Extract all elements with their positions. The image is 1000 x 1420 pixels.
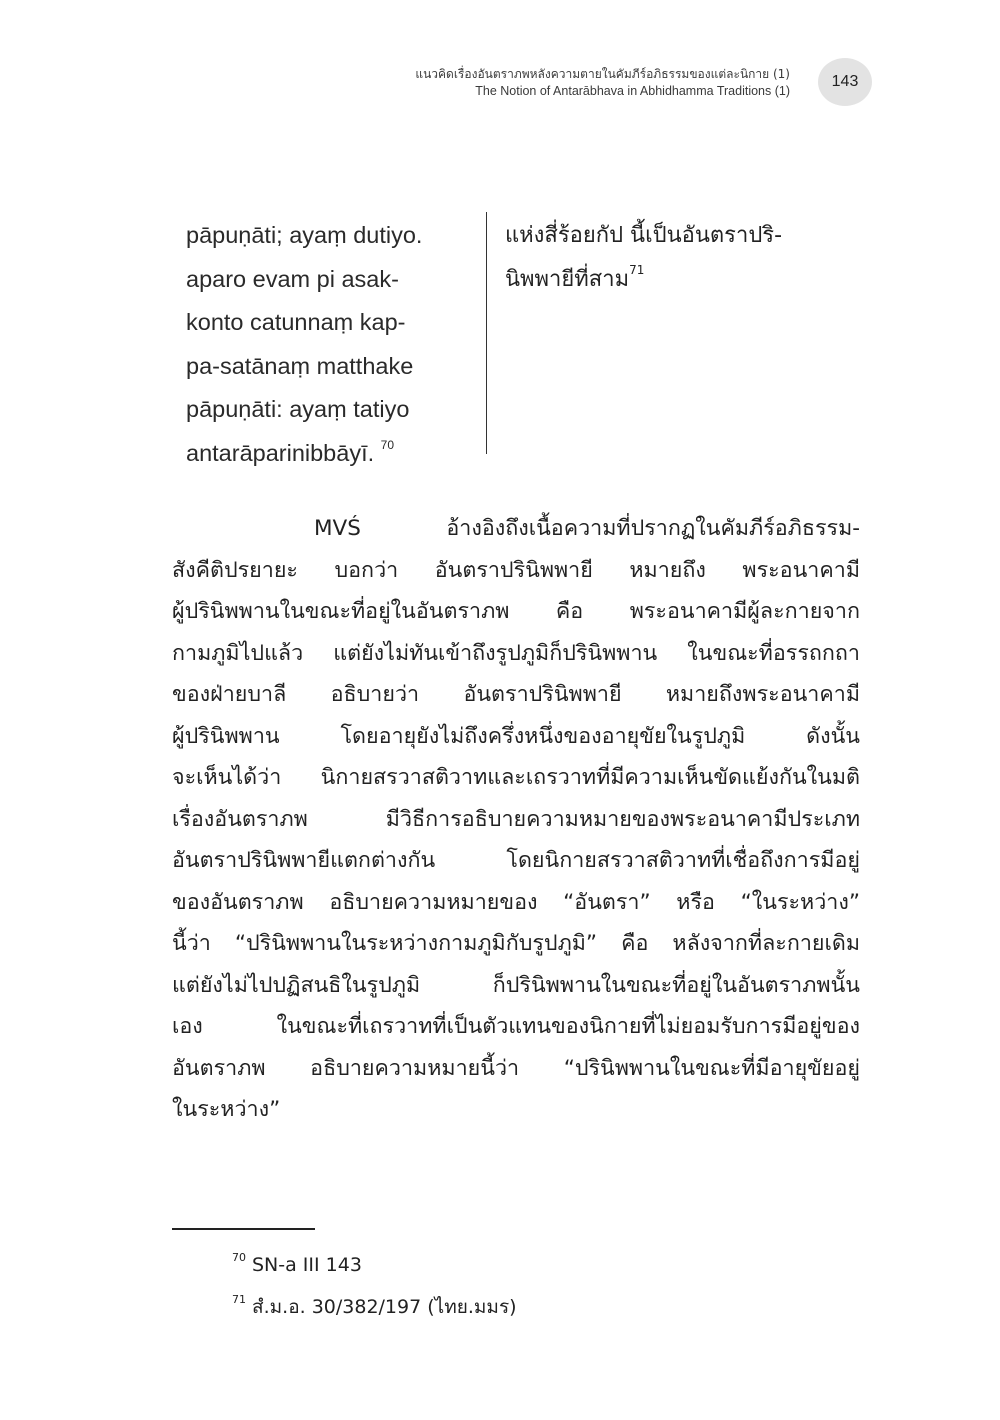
body-line: นี้ว่า “ปรินิพพานในระหว่างกามภูมิกับรูปภูมิ” คือ หลังจากที่ละกายเดิม (172, 931, 860, 956)
body-line: แต่ยังไม่ไปปฏิสนธิในรูปภูมิ ก็ปรินิพพานในขณะที่อยู่ในอันตราภพนั้น (172, 972, 860, 998)
footnote-ref-70[interactable]: 70 (380, 437, 395, 452)
footnote-text: สํ.ม.อ. 30/382/197 (ไทย.มมร) (252, 1296, 517, 1318)
footnote-ref-71[interactable]: 71 (629, 262, 645, 277)
pali-line: pa-satānaṃ matthake (186, 352, 414, 379)
page-number-badge: 143 (818, 58, 872, 106)
footnote-71 (232, 1286, 517, 1328)
pali-line-text: antarāparinibbāyī. (186, 439, 375, 466)
body-line: ของอันตราภพ อธิบายความหมายของ “อันตรา” หรือ “ในระหว่าง” (172, 889, 860, 915)
thai-translation-column (505, 214, 855, 301)
running-header (415, 66, 790, 100)
footnotes (232, 1244, 517, 1328)
footnote-text: SN-a III 143 (252, 1254, 362, 1276)
body-line: สังคีติปรยายะ บอกว่า อันตราปรินิพพายี หมายถึง พระอนาคามี (172, 557, 860, 583)
column-divider (486, 212, 487, 454)
footnote-number: 71 (232, 1293, 246, 1306)
thai-translation-line-last (505, 258, 855, 302)
body-line: ของฝ่ายบาลี อธิบายว่า อันตราปรินิพพายี หมายถึงพระอนาคามี (172, 682, 860, 707)
body-line: ผู้ปรินิพพาน โดยอายุยังไม่ถึงครึ่งหนึ่งของอายุขัยในรูปภูมิ ดังนั้น (172, 723, 860, 749)
body-line-last: ในระหว่าง” (172, 1097, 281, 1122)
pali-line: pāpuṇāti: ayaṃ tatiyo (186, 396, 410, 422)
body-line: อันตราภพ อธิบายความหมายนี้ว่า “ปรินิพพานในขณะที่มีอายุขัยอยู่ (172, 1055, 860, 1081)
header-title-thai: แนวคิดเรื่องอันตราภพหลังความตายในคัมภีร์อภิธรรมของแต่ละนิกาย (1) (415, 67, 790, 81)
footnote-number: 70 (232, 1251, 246, 1264)
body-line: กามภูมิไปแล้ว แต่ยังไม่ทันเข้าถึงรูปภูมิก็ปรินิพพาน ในขณะที่อรรถกถา (172, 640, 860, 666)
body-line: จะเห็นได้ว่า นิกายสรวาสติวาทและเถรวาทที่มีความเห็นขัดแย้งกันในมติ (172, 765, 860, 790)
body-line: เอง ในขณะที่เถรวาทที่เป็นตัวแทนของนิกายที่ไม่ยอมรับการมีอยู่ของ (172, 1014, 860, 1039)
body-line: ผู้ปรินิพพานในขณะที่อยู่ในอันตราภพ คือ พระอนาคามีผู้ละกายจาก (172, 599, 860, 624)
pali-line: pāpuṇāti; ayaṃ dutiyo. (186, 222, 423, 248)
footnote-separator (172, 1228, 315, 1230)
pali-quote-column (186, 214, 471, 475)
header-title-english: The Notion of Antarābhava in Abhidhamma Traditions (1) (475, 84, 790, 98)
body-line: อันตราปรินิพพายีแตกต่างกัน โดยนิกายสรวาสติวาทที่เชื่อถึงการมีอยู่ (172, 848, 860, 873)
body-line: MVŚ อ้างอิงถึงเนื้อความที่ปรากฏในคัมภีร์อภิธรรม- (314, 516, 860, 541)
pali-line: konto catunnaṃ kap- (186, 309, 406, 335)
pali-line: aparo evam pi asak- (186, 265, 399, 292)
body-paragraph (172, 508, 860, 1131)
thai-translation-line: แห่งสี่ร้อยกัป นี้เป็นอันตราปริ- (505, 223, 783, 248)
thai-translation-text: นิพพายีที่สาม (505, 266, 630, 292)
footnote-70 (232, 1244, 517, 1286)
body-line: เรื่องอันตราภพ มีวิธีการอธิบายความหมายของพระอนาคามีประเภท (172, 806, 860, 832)
pali-line-last (186, 432, 471, 476)
